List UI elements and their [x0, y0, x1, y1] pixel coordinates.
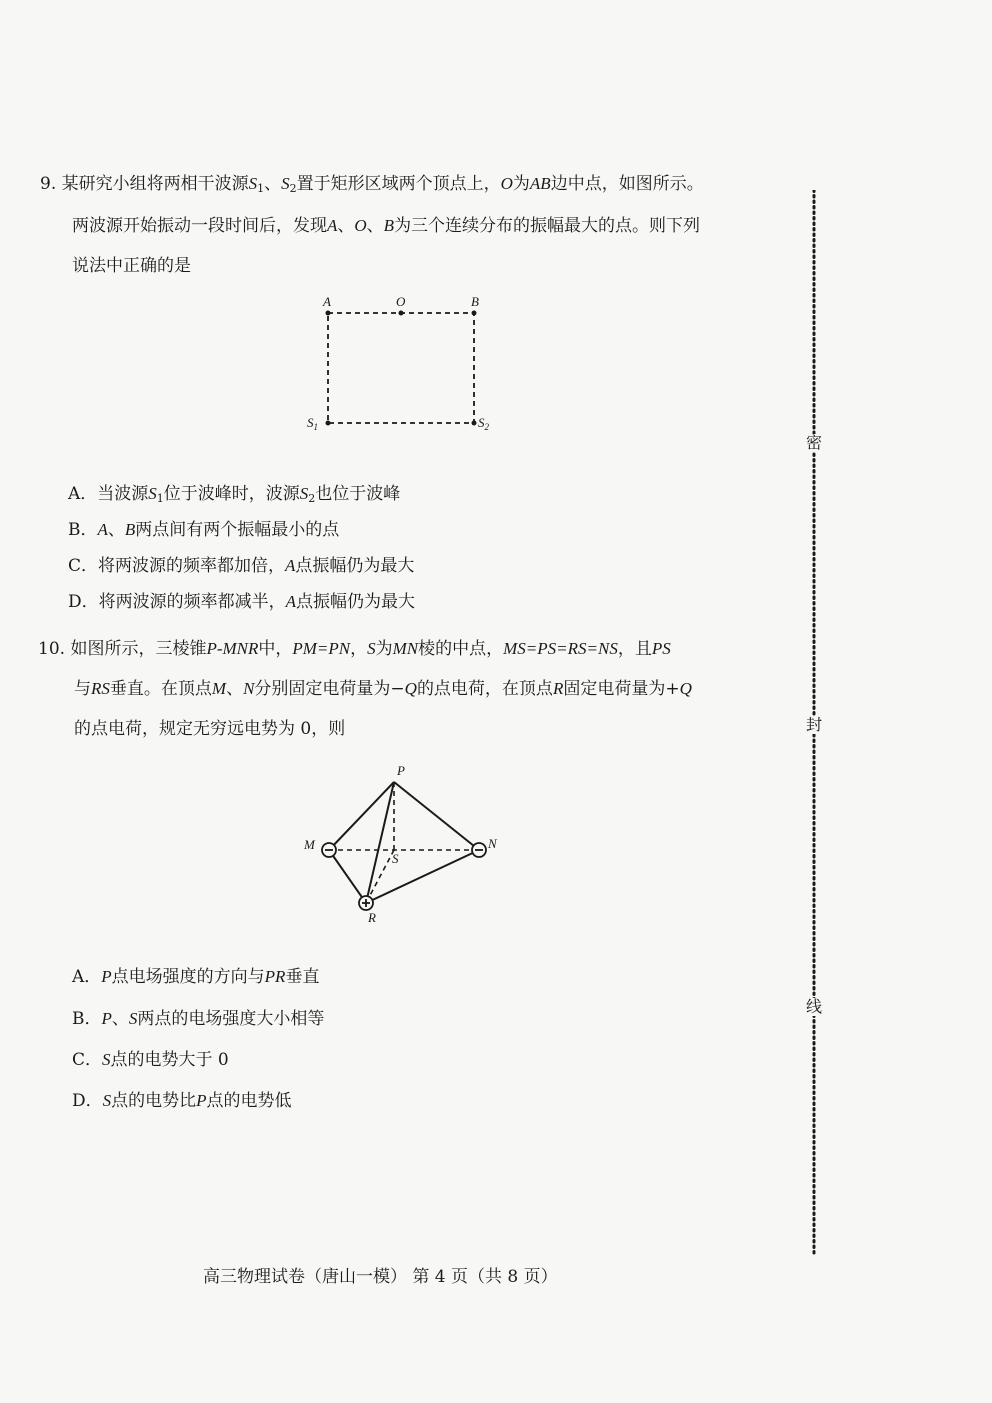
- q9-label-S2: $S_2$: [478, 415, 489, 432]
- q9-option-C: C．将两波源的频率都加倍，A点振幅仍为最大: [68, 556, 415, 576]
- q9-figure: [290, 290, 510, 440]
- q9-rectangle: [328, 313, 474, 423]
- q10-label-S: S: [392, 851, 399, 866]
- q9-stem-line1: 9. 某研究小组将两相干波源$S_1$、$S_2$置于矩形区域两个顶点上，O为AB边中点，如图所示。: [40, 174, 704, 195]
- binding-char-xian: 线: [806, 997, 823, 1016]
- q10-number: 10.: [38, 639, 66, 659]
- q10-figure: [295, 760, 515, 930]
- q10-option-B: B．P、S两点的电场强度大小相等: [72, 1009, 325, 1029]
- page-footer: 高三物理试卷（唐山一模） 第 4 页（共 8 页）: [203, 1267, 558, 1287]
- q10-stem-line1: 10. 如图所示，三棱锥P-MNR中，PM=PN，S为MN棱的中点，MS=PS=RS=NS，且PS: [38, 639, 671, 659]
- q10-label-N: N: [488, 836, 497, 851]
- q9-number: 9.: [40, 174, 57, 194]
- q9-label-A: A: [323, 294, 331, 309]
- q9-option-B: B．A、B两点间有两个振幅最小的点: [68, 520, 340, 540]
- q10-edge-PN: [394, 782, 479, 850]
- binding-line: [806, 190, 822, 1255]
- q9-option-D: D．将两波源的频率都减半，A点振幅仍为最大: [68, 592, 416, 612]
- q10-edge-PM: [329, 782, 394, 850]
- q9-point-S1: [326, 421, 331, 426]
- q9-point-O: [399, 311, 404, 316]
- q10-option-C: C．S点的电势大于 0: [72, 1050, 229, 1070]
- q10-charge-R: [359, 896, 373, 910]
- q10-option-D: D．S点的电势比P点的电势低: [72, 1091, 292, 1111]
- q9-point-A: [326, 311, 331, 316]
- q10-charge-M: [322, 843, 336, 857]
- q9-point-B: [472, 311, 477, 316]
- q9-stem-line3: 说法中正确的是: [72, 256, 191, 276]
- q9-stem-line2: 两波源开始振动一段时间后，发现A、O、B为三个连续分布的振幅最大的点。则下列: [72, 216, 701, 236]
- q10-charge-N: [472, 843, 486, 857]
- binding-char-feng: 封: [806, 715, 823, 734]
- q9-label-S1: $S_1$: [307, 415, 318, 432]
- q10-label-P: P: [397, 763, 405, 778]
- q10-stem-line2: 与RS垂直。在顶点M、N分别固定电荷量为−Q的点电荷，在顶点R固定电荷量为+Q: [74, 679, 692, 699]
- q10-label-M: M: [304, 837, 315, 852]
- q10-stem-line3: 的点电荷，规定无穷远电势为 0，则: [74, 719, 346, 739]
- q10-edge-MR: [329, 850, 366, 903]
- q9-point-S2: [472, 421, 477, 426]
- q9-label-B: B: [471, 294, 479, 309]
- q9-option-A: A．当波源$S_1$位于波峰时，波源$S_2$也位于波峰: [68, 484, 401, 505]
- q10-edge-NR: [366, 850, 479, 903]
- q10-segment-SR: [366, 850, 394, 903]
- q10-edge-PR: [366, 782, 394, 903]
- q10-option-A: A．P点电场强度的方向与PR垂直: [72, 967, 320, 987]
- binding-char-mi: 密: [806, 433, 823, 452]
- q10-label-R: R: [368, 910, 376, 925]
- q9-label-O: O: [396, 294, 406, 309]
